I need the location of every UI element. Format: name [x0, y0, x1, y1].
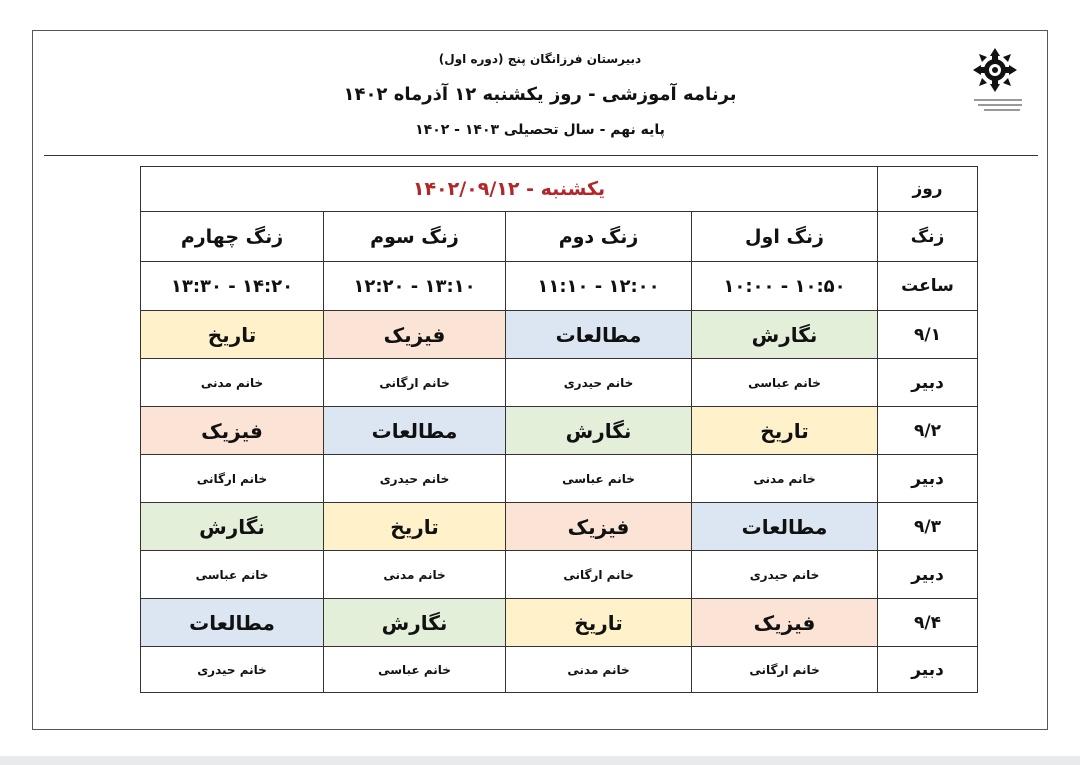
day-date: یکشنبه - ۱۴۰۲/۰۹/۱۲: [141, 167, 878, 212]
teacher-cell: خانم حیدری: [324, 455, 506, 503]
teacher-cell: خانم مدنی: [141, 359, 324, 407]
subject-cell: تاریخ: [141, 311, 324, 359]
subject-cell: نگارش: [324, 599, 506, 647]
subject-cell: فیزیک: [506, 503, 692, 551]
teacher-cell: خانم عباسی: [324, 647, 506, 693]
school-emblem-icon: [960, 44, 1030, 120]
class-row: [141, 407, 978, 455]
teacher-cell: خانم عباسی: [141, 551, 324, 599]
teacher-cell: خانم حیدری: [692, 551, 878, 599]
teacher-label: دبیر: [878, 455, 978, 503]
teacher-cell: خانم ارگانی: [506, 551, 692, 599]
subject-cell: نگارش: [692, 311, 878, 359]
subject-cell: تاریخ: [692, 407, 878, 455]
bell-header: زنگ چهارم: [141, 212, 324, 262]
teacher-row: [141, 551, 978, 599]
teacher-cell: خانم حیدری: [506, 359, 692, 407]
subject-cell: تاریخ: [506, 599, 692, 647]
teacher-cell: خانم مدنی: [506, 647, 692, 693]
subject-cell: فیزیک: [141, 407, 324, 455]
time-slot: ۱۰:۵۰ - ۱۰:۰۰: [692, 262, 878, 311]
teacher-cell: خانم ارگانی: [324, 359, 506, 407]
teacher-label: دبیر: [878, 647, 978, 693]
grade-year: پایه نهم - سال تحصیلی ۱۴۰۳ - ۱۴۰۲: [415, 122, 665, 138]
subject-cell: مطالعات: [324, 407, 506, 455]
teacher-cell: خانم مدنی: [324, 551, 506, 599]
time-slot: ۱۲:۰۰ - ۱۱:۱۰: [506, 262, 692, 311]
schedule-table: [140, 166, 978, 693]
subject-cell: مطالعات: [141, 599, 324, 647]
teacher-cell: خانم حیدری: [141, 647, 324, 693]
subject-cell: نگارش: [141, 503, 324, 551]
class-row: [141, 311, 978, 359]
class-row: [141, 599, 978, 647]
class-name: ۹/۳: [878, 503, 978, 551]
bell-header: زنگ دوم: [506, 212, 692, 262]
school-name: دبیرستان فرزانگان پنج (دوره اول): [438, 52, 642, 66]
teacher-row: [141, 647, 978, 693]
teacher-cell: خانم ارگانی: [141, 455, 324, 503]
subject-cell: مطالعات: [506, 311, 692, 359]
class-name: ۹/۲: [878, 407, 978, 455]
page-title: برنامه آموزشی - روز یکشنبه ۱۲ آذرماه ۱۴۰۲: [343, 84, 737, 105]
teacher-cell: خانم عباسی: [692, 359, 878, 407]
time-slot: ۱۳:۱۰ - ۱۲:۲۰: [324, 262, 506, 311]
teacher-row: [141, 359, 978, 407]
subject-cell: تاریخ: [324, 503, 506, 551]
bell-row: [141, 212, 978, 262]
subject-cell: فیزیک: [324, 311, 506, 359]
bell-header: زنگ سوم: [324, 212, 506, 262]
teacher-cell: خانم عباسی: [506, 455, 692, 503]
time-row: [141, 262, 978, 311]
class-name: ۹/۱: [878, 311, 978, 359]
bell-label: زنگ: [878, 212, 978, 262]
teacher-cell: خانم ارگانی: [692, 647, 878, 693]
day-label: روز: [878, 167, 978, 212]
header-divider: [44, 155, 1038, 156]
teacher-label: دبیر: [878, 551, 978, 599]
time-label: ساعت: [878, 262, 978, 311]
bell-header: زنگ اول: [692, 212, 878, 262]
class-row: [141, 503, 978, 551]
bottom-strip: [0, 756, 1080, 765]
subject-cell: مطالعات: [692, 503, 878, 551]
day-row: [141, 167, 978, 212]
teacher-row: [141, 455, 978, 503]
teacher-label: دبیر: [878, 359, 978, 407]
subject-cell: نگارش: [506, 407, 692, 455]
teacher-cell: خانم مدنی: [692, 455, 878, 503]
time-slot: ۱۴:۲۰ - ۱۳:۳۰: [141, 262, 324, 311]
class-name: ۹/۴: [878, 599, 978, 647]
subject-cell: فیزیک: [692, 599, 878, 647]
